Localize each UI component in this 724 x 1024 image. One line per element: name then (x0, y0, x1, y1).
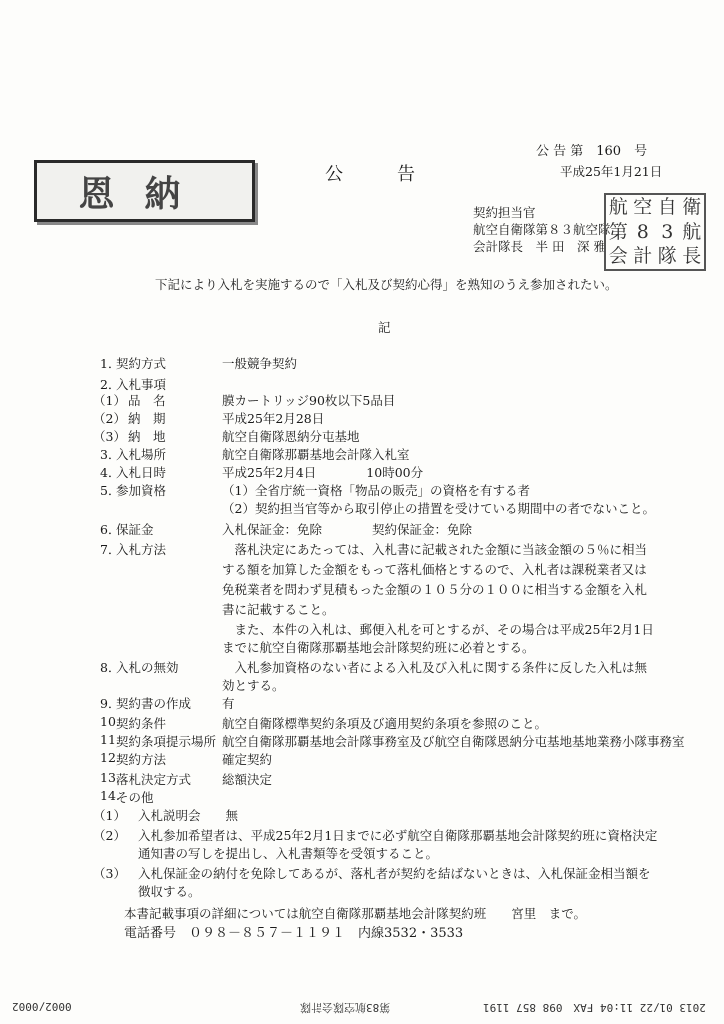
item-label: 契約方法 (116, 752, 167, 767)
item-number: 12. (100, 750, 120, 765)
item-number: 14. (100, 788, 120, 803)
item-number: 13. (100, 770, 120, 785)
seal-char: 自 (657, 196, 677, 218)
item-value: 効とする。 (222, 678, 285, 693)
notice-date: 平成25年1月21日 (560, 164, 663, 179)
seal-char: 空 (633, 196, 653, 218)
notice-number: 公 告 第 160 号 (536, 144, 648, 159)
item-number: 4． (100, 465, 121, 480)
fax-footer-center: 第83航空隊会計隊 (300, 1001, 391, 1014)
item-number: 1． (100, 356, 121, 371)
item-label: 契約方式 (116, 356, 167, 371)
seal-char: 航 (608, 196, 628, 218)
item-value: する額を加算した金額をもって落札価格とするので、入札者は課税業者又は (222, 562, 647, 577)
item-number: 8． (100, 660, 121, 675)
contact-line-2: 電話番号 ０９８－８５７－１１９１ 内線3532・3533 (124, 926, 464, 941)
item-value: 免税業者を問わず見積もった金額の１０５分の１００に相当する金額を入札 (222, 582, 648, 597)
item-value: 平成25年2月28日 (222, 411, 325, 426)
fax-footer-right: 0002/0002 (12, 1000, 72, 1013)
item-number: （1） (93, 393, 126, 408)
item-value: 膜カートリッジ90枚以下5品目 (222, 393, 396, 408)
seal-char: 第 (608, 220, 628, 243)
item-number: 2． (100, 377, 121, 392)
onna-stamp: 恩納 (34, 160, 255, 222)
item-label: 入札事項 (116, 377, 167, 392)
item-value: 確定契約 (222, 752, 273, 767)
item-value: （2）契約担当官等から取引停止の措置を受けている期間中の者でないこと。 (222, 501, 655, 516)
item-value: 落札決定にあたっては、入札書に記載された金額に当該金額の５％に相当 (222, 542, 648, 557)
item-value: 書に記載すること。 (222, 602, 335, 617)
other-number: （1） (93, 808, 126, 823)
other-text: 通知書の写しを提出し、入札書類等を受領すること。 (138, 846, 439, 861)
seal-char: 航 (682, 220, 702, 243)
item-number: 9． (100, 696, 121, 711)
item-value: 総額決定 (222, 772, 273, 787)
item-number: 10. (100, 714, 120, 729)
other-text: 入札保証金の納付を免除してあるが、落札者が契約を結ばないときは、入札保証金相当額を (138, 866, 651, 881)
item-value: 平成25年2月4日 10時00分 (222, 465, 424, 480)
item-label: 契約条件 (116, 716, 167, 731)
item-value: 航空自衛隊那覇基地会計隊事務室及び航空自衛隊恩納分屯基地基地業務小隊事務室 (222, 734, 685, 749)
item-label: 落札決定方式 (116, 772, 192, 787)
item-value: 航空自衛隊那覇基地会計隊入札室 (222, 447, 410, 462)
seal-char: 計 (633, 245, 653, 268)
item-value: 一般競争契約 (222, 356, 298, 371)
item-value: また、本件の入札は、郵便入札を可とするが、その場合は平成25年2月1日 (222, 622, 654, 637)
item-number: 5． (100, 483, 121, 498)
ki-heading: 記 (378, 320, 391, 335)
intro-text: 下記により入札を実施するので「入札及び契約心得」を熟知のうえ参加されたい。 (155, 277, 618, 292)
seal-char: 会 (608, 245, 628, 268)
seal-char: 長 (682, 245, 702, 268)
item-label: 品 名 (128, 393, 166, 408)
seal-char: 衛 (682, 196, 702, 218)
other-text: 入札参加希望者は、平成25年2月1日までに必ず航空自衛隊那覇基地会計隊契約班に資格決定 (138, 828, 658, 843)
issuer-line-1: 契約担当官 (473, 205, 536, 220)
other-number: （3） (93, 866, 126, 881)
item-label: 入札日時 (116, 465, 167, 480)
contact-line-1: 本書記載事項の詳細については航空自衛隊那覇基地会計隊契約班 宮里 まで。 (124, 906, 587, 921)
official-seal (604, 193, 706, 271)
item-label: 納 地 (128, 429, 166, 444)
other-text: 徴収する。 (138, 884, 201, 899)
item-label: 入札方法 (116, 542, 167, 557)
item-number: 6． (100, 522, 121, 537)
item-value: までに航空自衛隊那覇基地会計隊契約班に必着とする。 (222, 640, 535, 655)
item-label: 納 期 (128, 411, 166, 426)
seal-char: 8 (636, 220, 649, 243)
item-label: 契約条項提示場所 (116, 734, 217, 749)
issuer-line-2: 航空自衛隊第８３航空隊 (473, 222, 611, 237)
item-number: 7． (100, 542, 121, 557)
seal-char: 隊 (657, 245, 677, 268)
item-label: 入札の無効 (116, 660, 179, 675)
other-number: （2） (93, 828, 126, 843)
item-label: その他 (116, 790, 154, 805)
item-label: 入札場所 (116, 447, 167, 462)
other-text: 入札説明会 無 (138, 808, 239, 823)
item-value: 航空自衛隊恩納分屯基地 (222, 429, 360, 444)
item-label: 契約書の作成 (116, 696, 192, 711)
item-value: 入札保証金：免除 契約保証金：免除 (222, 522, 473, 537)
issuer-line-3: 会計隊長 半 田 深 雅 (473, 239, 606, 254)
item-value: 有 (222, 696, 235, 711)
item-value: 航空自衛隊標準契約条項及び適用契約条項を参照のこと。 (222, 716, 548, 731)
fax-footer-left: 2013 01/22 11:04 FAX 098 857 1191 (483, 1001, 706, 1014)
item-number: 11. (100, 732, 120, 747)
seal-char: 3 (661, 220, 674, 243)
item-number: 3． (100, 447, 121, 462)
item-value: （1）全省庁統一資格「物品の販売」の資格を有する者 (222, 483, 530, 498)
item-label: 参加資格 (116, 483, 167, 498)
page-title: 公 告 (325, 164, 415, 185)
item-label: 保証金 (116, 522, 154, 537)
item-number: （2） (93, 411, 126, 426)
item-number: （3） (93, 429, 126, 444)
item-value: 入札参加資格のない者による入札及び入札に関する条件に反した入札は無 (222, 660, 648, 675)
